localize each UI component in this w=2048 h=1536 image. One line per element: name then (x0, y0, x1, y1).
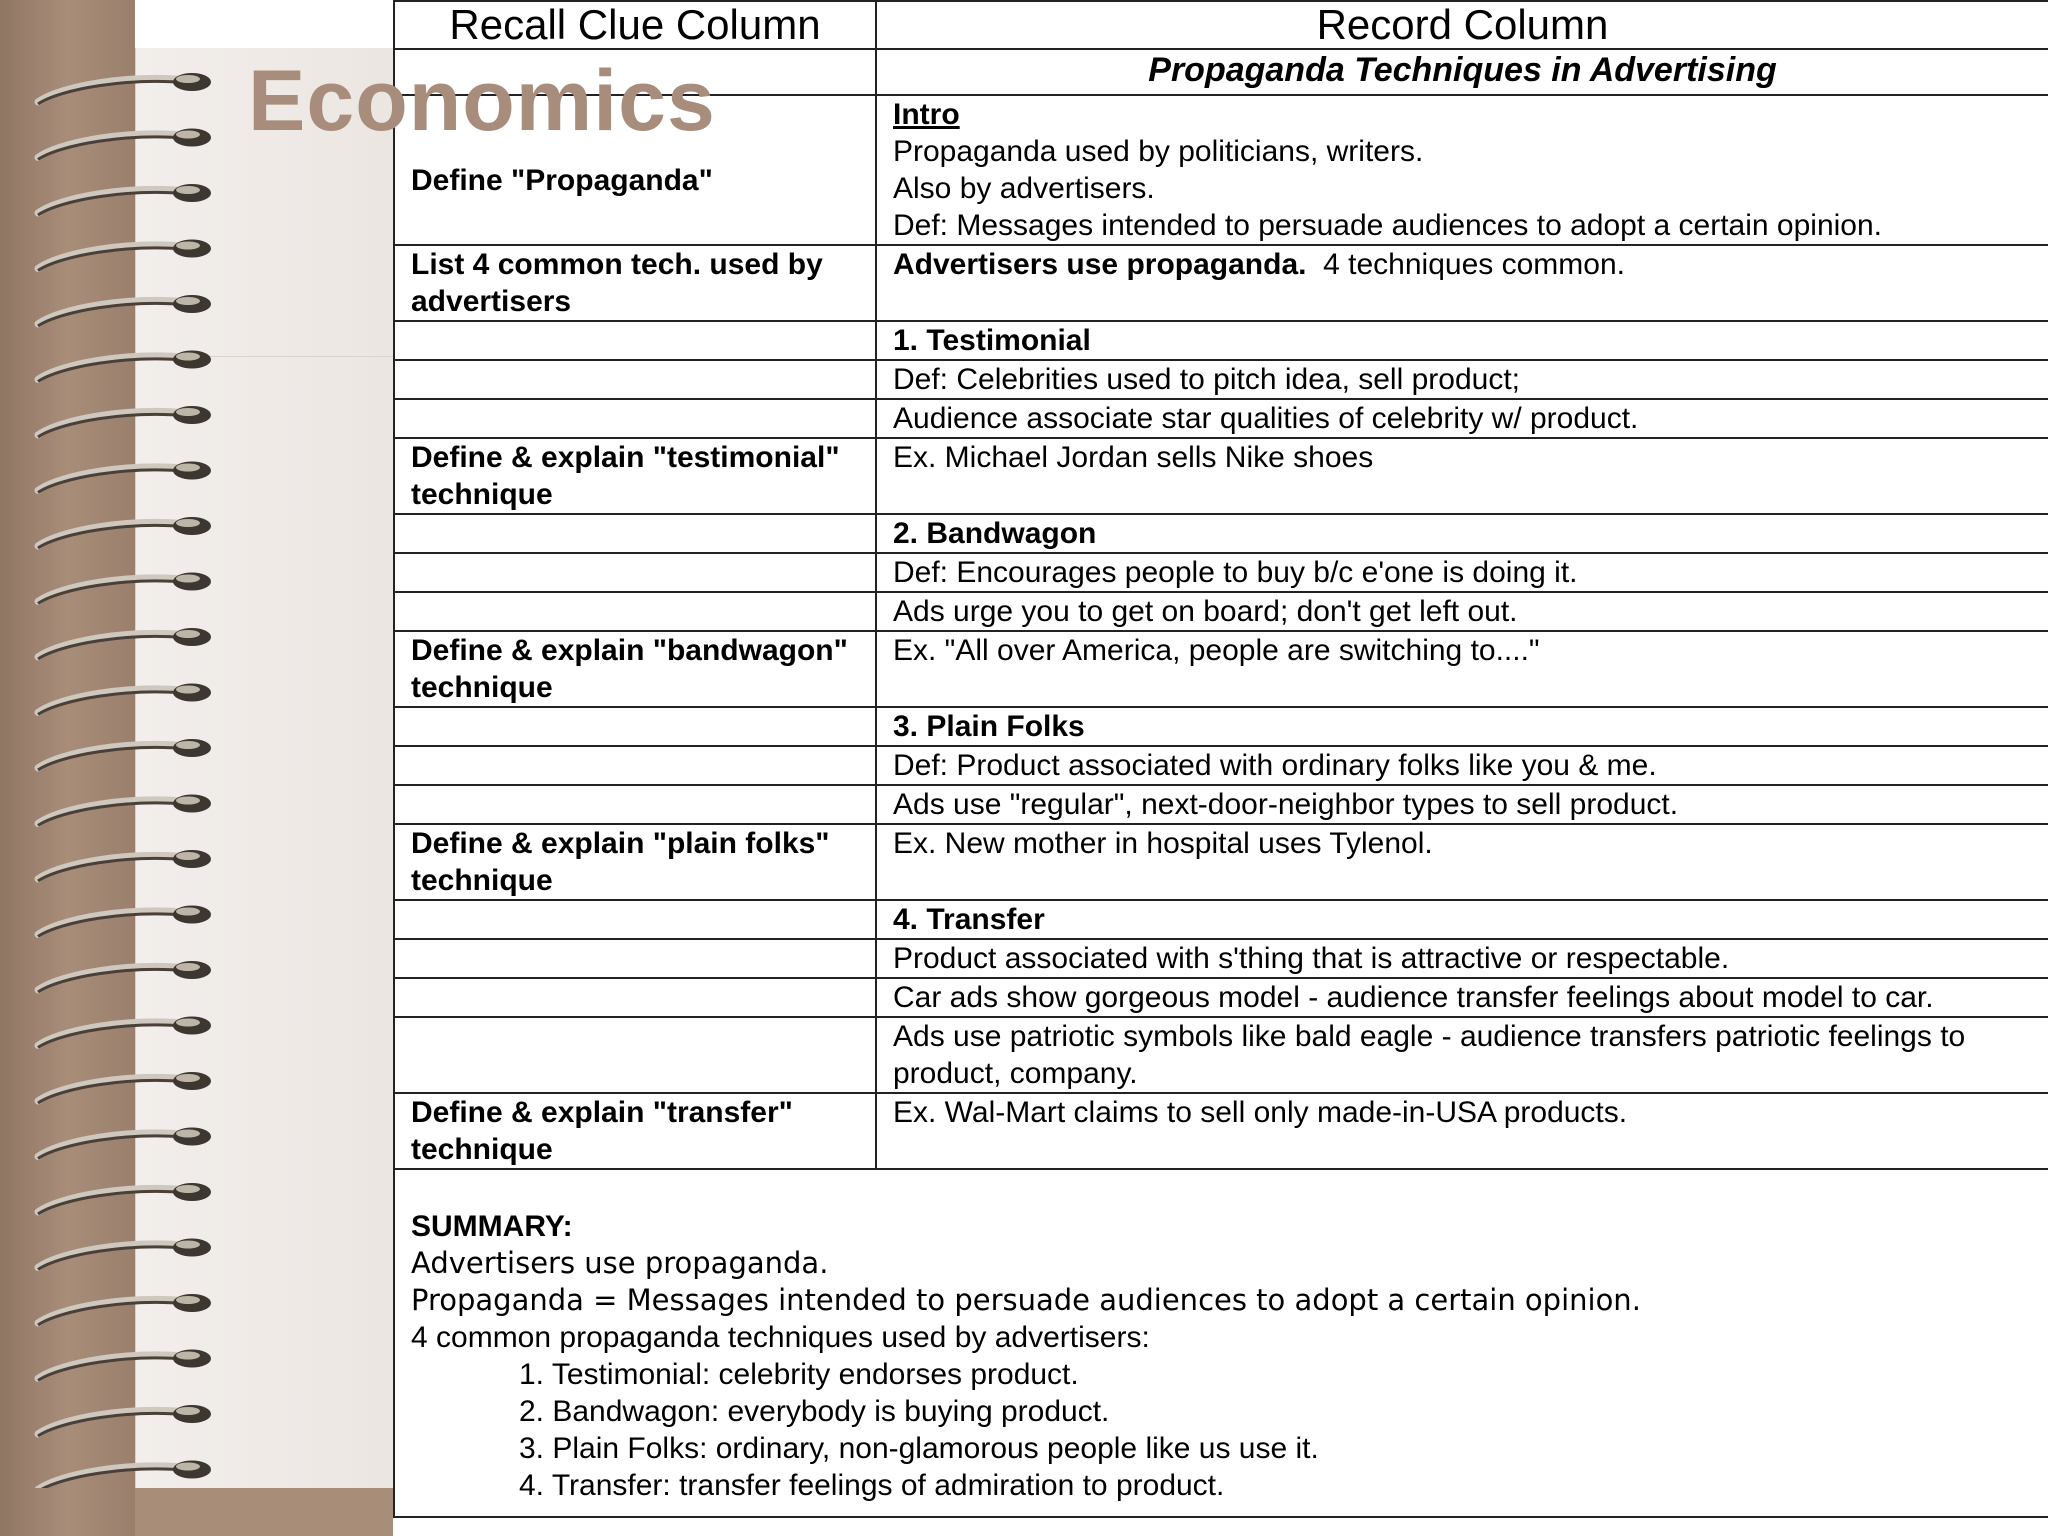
record-cell: Ads use patriotic symbols like bald eagle - audience transfers patriotic feelings to product, company. (876, 1017, 2048, 1093)
record-cell: Car ads show gorgeous model - audience transfer feelings about model to car. (876, 978, 2048, 1017)
recall-cell (394, 1017, 876, 1093)
recall-cell (394, 321, 876, 360)
record-cell: Ex. New mother in hospital uses Tylenol. (876, 824, 2048, 900)
recall-cell (394, 514, 876, 553)
record-cell: Def: Encourages people to buy b/c e'one is doing it. (876, 553, 2048, 592)
recall-cell (394, 360, 876, 399)
table-row (394, 553, 2048, 592)
record-line: Also by advertisers. (893, 172, 1155, 205)
summary-item: 1. Testimonial: celebrity endorses product. (519, 1358, 1079, 1391)
table-row (394, 900, 2048, 939)
record-cell: Ex. Michael Jordan sells Nike shoes (876, 438, 2048, 514)
table-row (394, 321, 2048, 360)
spiral-ring (38, 1183, 211, 1214)
table-row (394, 824, 2048, 900)
recall-cell (394, 399, 876, 438)
record-cell: Ex. Wal-Mart claims to sell only made-in-USA products. (876, 1093, 2048, 1169)
summary-list (411, 1356, 2048, 1504)
spiral-ring (38, 684, 211, 715)
spiral-ring (38, 1294, 211, 1325)
spiral-ring (38, 1072, 211, 1103)
record-line: Propaganda used by politicians, writers. (893, 135, 1424, 168)
spiral-ring (38, 628, 211, 659)
table-row (394, 592, 2048, 631)
summary-item: 2. Bandwagon: everybody is buying product. (519, 1395, 1110, 1428)
spiral-ring (38, 1017, 211, 1048)
recall-cell (394, 707, 876, 746)
spiral-ring (38, 795, 211, 826)
record-cell: Audience associate star qualities of celebrity w/ product. (876, 399, 2048, 438)
table-row (394, 514, 2048, 553)
summary-line: Propaganda = Messages intended to persuade audiences to adopt a certain opinion. (411, 1283, 1641, 1317)
table-row (394, 707, 2048, 746)
recall-cell: Define & explain "plain folks" technique (394, 824, 876, 900)
intro-heading: Intro (893, 98, 960, 131)
spiral-ring (38, 184, 211, 215)
spiral-ring (38, 240, 211, 271)
spiral-ring (38, 739, 211, 770)
record-cell: Product associated with s'thing that is attractive or respectable. (876, 939, 2048, 978)
spiral-ring (38, 351, 211, 382)
recall-cell (394, 978, 876, 1017)
table-row (394, 245, 2048, 321)
record-cell (876, 95, 2048, 245)
spiral-ring (38, 1239, 211, 1270)
record-cell (876, 245, 2048, 321)
spiral-ring (38, 517, 211, 548)
record-cell: Ads urge you to get on board; don't get left out. (876, 592, 2048, 631)
spiral-ring (38, 1405, 211, 1436)
recall-cell (394, 939, 876, 978)
spiral-ring (38, 573, 211, 604)
spiral-ring (38, 462, 211, 493)
record-line: Def: Messages intended to persuade audiences to adopt a certain opinion. (893, 209, 1883, 242)
page-title: Economics (248, 53, 716, 149)
spiral-ring (38, 406, 211, 437)
table-row (394, 399, 2048, 438)
cornell-notes-table (393, 0, 2048, 1518)
table-row (394, 631, 2048, 707)
spiral-ring (38, 1128, 211, 1159)
table-row (394, 360, 2048, 399)
recall-cell (394, 900, 876, 939)
spiral-ring (38, 1350, 211, 1381)
spiral-ring (38, 295, 211, 326)
recall-cell (394, 592, 876, 631)
summary-line: 4 common propaganda techniques used by advertisers: (411, 1321, 1150, 1354)
spiral-ring (38, 1461, 211, 1489)
recall-cell (394, 785, 876, 824)
recall-cell (394, 746, 876, 785)
record-cell: Ads use "regular", next-door-neighbor types to sell product. (876, 785, 2048, 824)
technique-heading: 2. Bandwagon (876, 514, 2048, 553)
table-row (394, 939, 2048, 978)
record-cell: Def: Celebrities used to pitch idea, sell product; (876, 360, 2048, 399)
summary-line: Advertisers use propaganda. (411, 1246, 829, 1280)
table-row (394, 785, 2048, 824)
recall-cell: Define "Propaganda" (394, 95, 876, 245)
notebook-bottom-edge (135, 1488, 393, 1536)
table-row (394, 438, 2048, 514)
summary-cell (394, 1169, 2048, 1517)
summary-row (394, 1169, 2048, 1517)
recall-column-header: Recall Clue Column (394, 1, 876, 49)
recall-cell: List 4 common tech. used by advertisers (394, 245, 876, 321)
table-row (394, 746, 2048, 785)
summary-label: SUMMARY: (411, 1210, 573, 1243)
record-column-header: Record Column (876, 1, 2048, 49)
recall-cell: Define & explain "bandwagon" technique (394, 631, 876, 707)
record-cell: Ex. "All over America, people are switching to...." (876, 631, 2048, 707)
table-row (394, 1093, 2048, 1169)
spiral-ring (38, 850, 211, 881)
spiral-ring (38, 129, 211, 160)
header-row (394, 1, 2048, 49)
technique-heading: 1. Testimonial (876, 321, 2048, 360)
spiral-ring (38, 961, 211, 992)
spiral-ring (38, 73, 211, 104)
recall-cell (394, 553, 876, 592)
record-text: 4 techniques common. (1323, 248, 1625, 281)
record-bold-text: Advertisers use propaganda. (893, 248, 1307, 281)
summary-item: 3. Plain Folks: ordinary, non-glamorous people like us use it. (519, 1432, 1319, 1465)
technique-heading: 4. Transfer (876, 900, 2048, 939)
recall-cell: Define & explain "transfer" technique (394, 1093, 876, 1169)
summary-item: 4. Transfer: transfer feelings of admiration to product. (519, 1469, 1225, 1502)
table-row (394, 978, 2048, 1017)
table-row (394, 1017, 2048, 1093)
technique-heading: 3. Plain Folks (876, 707, 2048, 746)
record-cell: Def: Product associated with ordinary folks like you & me. (876, 746, 2048, 785)
recall-cell: Define & explain "testimonial" technique (394, 438, 876, 514)
spiral-ring (38, 906, 211, 937)
spiral-binding (20, 48, 240, 1488)
subtitle: Propaganda Techniques in Advertising (876, 49, 2048, 95)
